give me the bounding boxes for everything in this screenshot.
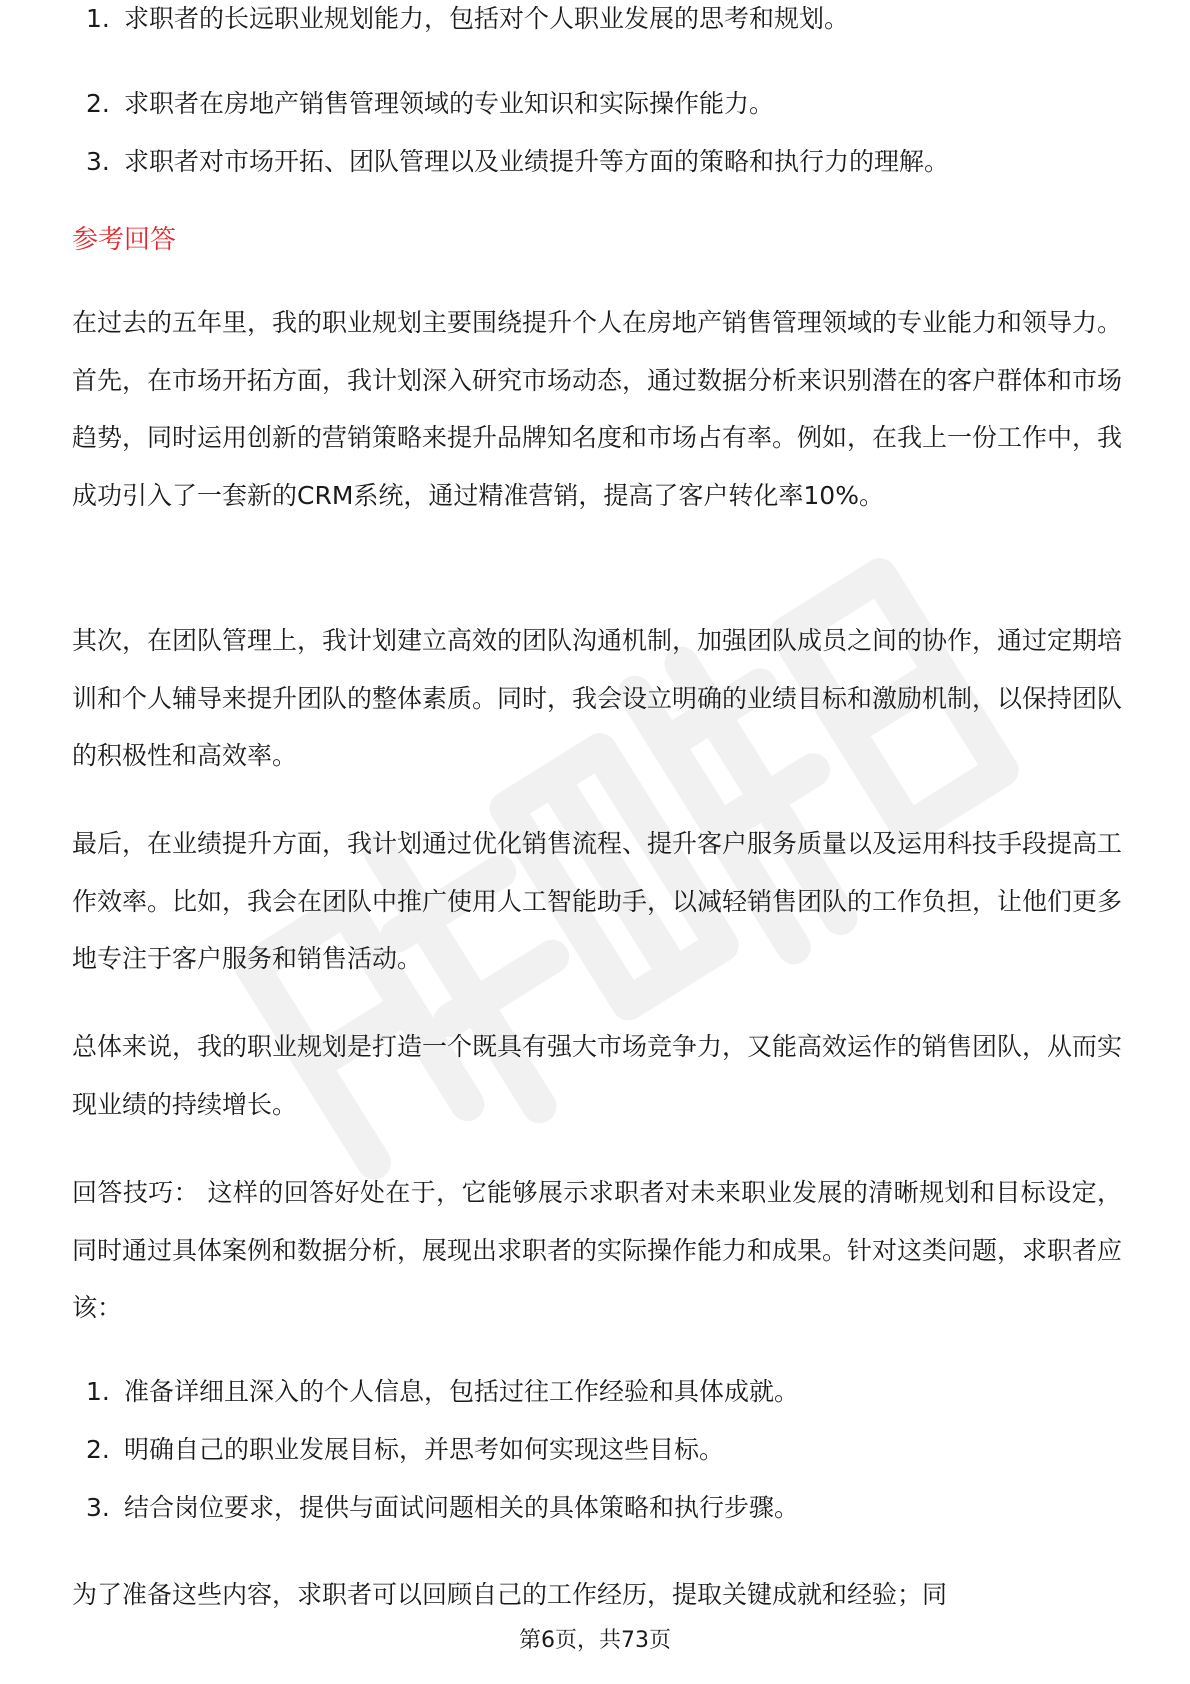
paragraph-intro: 在过去的五年里，我的职业规划主要围绕提升个人在房地产销售管理领域的专业能力和领导力。首先，在市场开拓方面，我计划深入研究市场动态，通过数据分析来识别潜在的客户群体和市场趋势，同时运用创新的营销策略来提升品牌知名度和市场占有率。例如，在我上一份工作中，我成功引入了一套新的CRM系统，通过精准营销，提高了客户转化率10%。 <box>72 308 1123 510</box>
list-number: 3. <box>86 147 110 176</box>
list-text: 明确自己的职业发展目标，并思考如何实现这些目标。 <box>124 1435 725 1464</box>
list-text: 结合岗位要求，提供与面试问题相关的具体策略和执行步骤。 <box>124 1493 800 1522</box>
list-text: 求职者在房地产销售管理领域的专业知识和实际操作能力。 <box>124 89 775 118</box>
list-number: 3. <box>86 1493 110 1522</box>
paragraph-team: 其次，在团队管理上，我计划建立高效的团队沟通机制，加强团队成员之间的协作，通过定期培训和个人辅导来提升团队的整体素质。同时，我会设立明确的业绩目标和激励机制，以保持团队的积极性和高效率。 <box>72 626 1123 770</box>
paragraph-performance: 最后，在业绩提升方面，我计划通过优化销售流程、提升客户服务质量以及运用科技手段提高工作效率。比如，我会在团队中推广使用人工智能助手，以减轻销售团队的工作负担，让他们更多地专注于客户服务和销售活动。 <box>72 829 1123 973</box>
paragraph-summary: 总体来说，我的职业规划是打造一个既具有强大市场竞争力，又能高效运作的销售团队，从而实现业绩的持续增长。 <box>72 1032 1123 1119</box>
cut-off-list-item <box>0 0 1190 40</box>
list-number: 1. <box>86 1377 110 1406</box>
list-text: 准备详细且深入的个人信息，包括过往工作经验和具体成就。 <box>124 1377 800 1406</box>
list-text: 求职者对市场开拓、团队管理以及业绩提升等方面的策略和执行力的理解。 <box>124 147 950 176</box>
page-number: 第6页，共73页 <box>519 1628 671 1653</box>
list-number: 1. <box>86 4 110 33</box>
list-number: 2. <box>86 89 110 118</box>
paragraph-preparation: 为了准备这些内容，求职者可以回顾自己的工作经历，提取关键成就和经验；同 <box>72 1580 948 1609</box>
list-text: 求职者的长远职业规划能力，包括对个人职业发展的思考和规划。 <box>124 4 850 33</box>
list-number: 2. <box>86 1435 110 1464</box>
paragraph-tips: 回答技巧： 这样的回答好处在于，它能够展示求职者对未来职业发展的清晰规划和目标设定，同时通过具体案例和数据分析，展现出求职者的实际操作能力和成果。针对这类问题，求职者应该： <box>72 1178 1123 1322</box>
section-heading: 参考回答 <box>72 225 177 255</box>
